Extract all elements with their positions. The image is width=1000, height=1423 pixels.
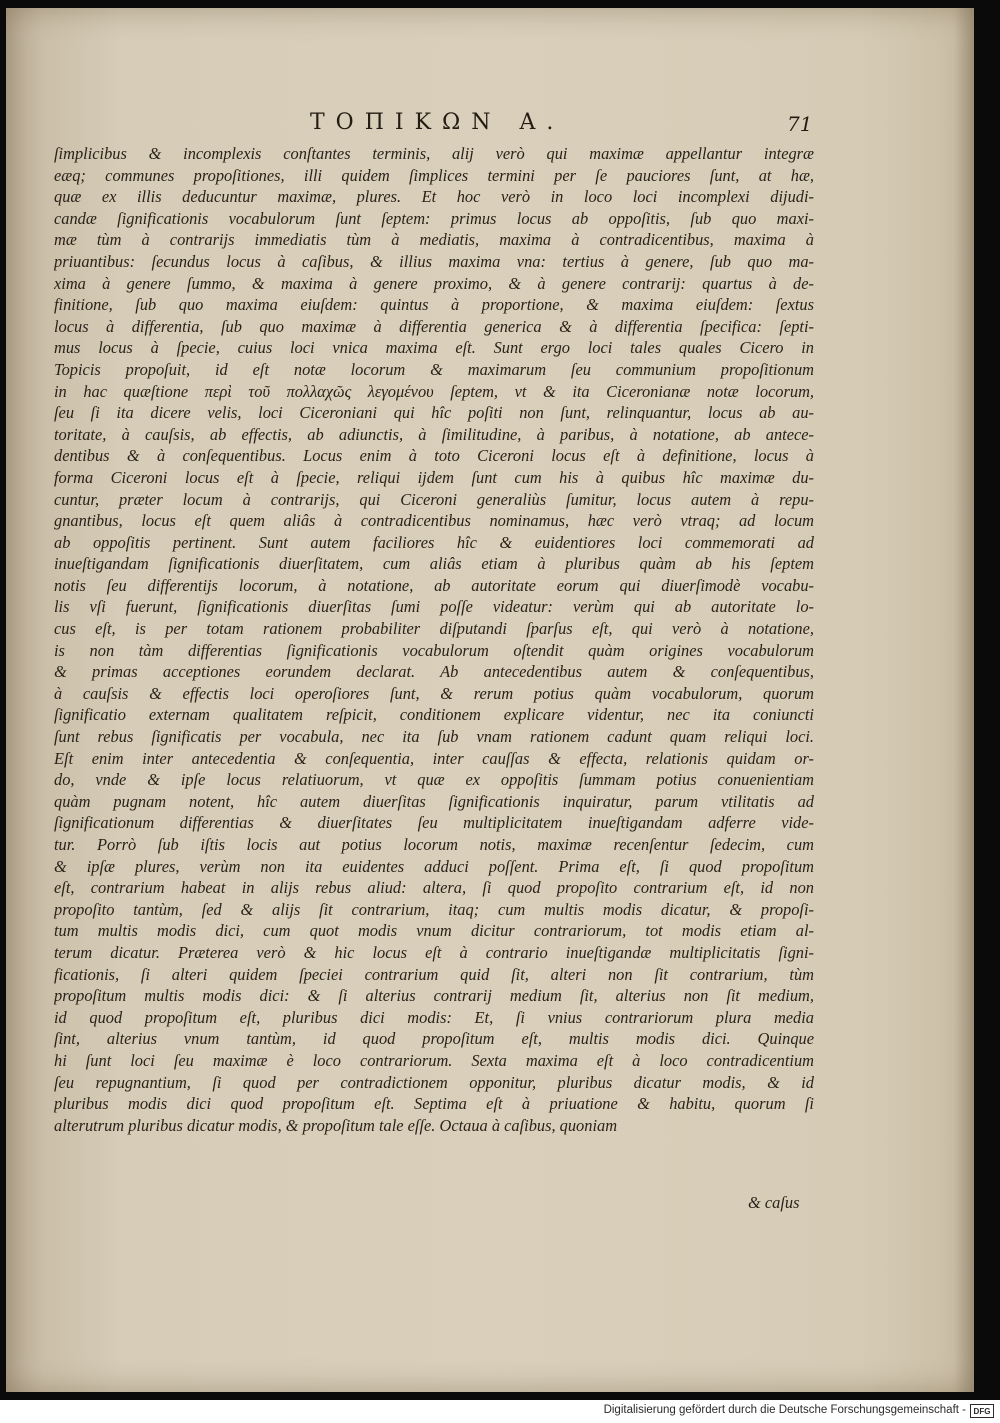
text-line: ab oppoſitis pertinent. Sunt autem faciliores hîc & euidentiores loci commemorati ad	[54, 532, 814, 552]
text-line: & primas acceptiones eorundem declarat. Ab antecedentibus autem & conſequentibus,	[54, 662, 814, 682]
text-line: notis ſeu differentijs locorum, à notatione, ab autoritate eorum qui diuerſimodè vocabu-	[54, 575, 814, 595]
text-line: quæ ex illis deducuntur maximæ, plures. Et hoc verò in loco loci incomplexi dijudi-	[54, 187, 814, 207]
text-line: do, vnde & ipſe locus relatiuorum, vt quæ ex oppoſitis ſummam potius conuenientiam	[54, 770, 814, 790]
text-line: gnantibus, locus eſt quem aliâs à contradicentibus nominamus, hæc verò vtraq; ad locum	[54, 511, 814, 531]
text-line: toritate, à cauſsis, ab effectis, ab adiunctis, à ſimilitudine, à paribus, à notatione, ab antece-	[54, 424, 814, 444]
text-line: mus locus à ſpecie, cuius loci vnica maxima eſt. Sunt ergo loci tales quales Cicero in	[54, 338, 814, 358]
text-line: ſignificatio externam qualitatem reſpicit, conditionem explicare videntur, nec ita coniuncti	[54, 705, 814, 725]
text-line: propoſito tantùm, ſed & alijs ſit contrarium, itaq; cum multis modis dicatur, & propoſi-	[54, 899, 814, 919]
footer-bar	[0, 1400, 1000, 1423]
text-line: à cauſsis & effectis loci operoſiores ſunt, & rerum potius quàm vocabulorum, quorum	[54, 683, 814, 703]
page-edge-shadow	[954, 8, 974, 1392]
text-line: ficationis, ſi alteri quidem ſpeciei contrarium quid ſit, alteri non ſit contrarium, tùm	[54, 964, 814, 984]
text-line: ſeu ſi ita dicere velis, loci Ciceroniani qui hîc poſiti non ſunt, relinquantur, locus ab au-	[54, 403, 814, 423]
text-line: tur. Porrò ſub iſtis locis aut potius locorum notis, maximæ recenſentur ſedecim, cum	[54, 835, 814, 854]
text-line: ſint, alterius vnum tantùm, id quod propoſitum eſt, multis modis dici. Quinque	[54, 1029, 814, 1049]
text-line: hi ſunt loci ſeu maximæ è loco contrariorum. Sexta maxima eſt à loco contradicentium	[54, 1050, 814, 1070]
text-line: Topicis propoſuit, id eſt notæ locorum & maximarum ſeu communium propoſitionum	[54, 359, 814, 379]
text-line: in hac quæſtione περὶ τοῦ πολλαχῶς λεγομένου ſeptem, vt & ita Ciceronianæ notæ locorum,	[54, 381, 814, 401]
text-line: cuntur, præter locum à contrarijs, qui Ciceroni generaliùs ſumitur, locus autem à repu-	[54, 489, 814, 509]
catchword: & caſus	[748, 1193, 800, 1212]
text-line: finitione, ſub quo maxima eiuſdem: quintus à proportione, & maxima eiuſdem: ſextus	[54, 295, 814, 315]
text-line: forma Ciceroni locus eſt à ſpecie, reliqui ijdem ſunt cum his à quibus hîc maximæ du-	[54, 467, 814, 487]
funding-note: Digitalisierung gefördert durch die Deutsche Forschungsgemeinschaft -	[603, 1404, 966, 1416]
text-line: id quod propoſitum eſt, pluribus dici modis: Et, ſi vnius contrariorum plura media	[54, 1007, 814, 1027]
running-head: ΤΟΠΙΚΩΝ Α.	[310, 110, 565, 135]
text-line: ſeu repugnantium, ſi quod per contradictionem opponitur, pluribus dicatur modis, & id	[54, 1072, 814, 1092]
text-line: cus eſt, is per totam rationem probabiliter diſputandi ſparſus eſt, qui verò à notatione,	[54, 619, 814, 639]
text-line: eſt, contrarium habeat in alijs rebus aliud: altera, ſi quod propoſito contrarium eſt, id non	[54, 878, 814, 898]
text-line: ſunt rebus ſignificatis per vocabula, nec ita ſub vnam rationem cadunt quam reliqui loci.	[54, 727, 814, 747]
text-line: quàm pugnam notent, hîc autem diuerſitas ſignificationis inquiratur, parum vtilitatis ad	[54, 791, 814, 811]
text-line: ſimplicibus & incomplexis conſtantes terminis, alij verò qui maximæ appellantur integræ	[54, 144, 814, 163]
text-line: propoſitum multis modis dici: & ſi alterius contrarij medium ſit, alterius non ſit medium,	[54, 986, 814, 1006]
text-line: Eſt enim inter antecedentia & conſequentia, inter cauſſas & effecta, relationis quidam or-	[54, 748, 814, 768]
text-line: terum dicatur. Præterea verò & hic locus eſt à contrario inueſtigandæ multiplicitatis ſigni-	[54, 942, 814, 962]
dfg-logo-icon: DFG	[970, 1404, 994, 1418]
text-line: eæq; communes propoſitiones, illi quidem ſimplices termini per ſe pauciores ſunt, at hæ,	[54, 165, 814, 185]
text-line: locus à differentia, ſub quo maximæ à differentia generica & à differentia ſpecifica: ſepti-	[54, 316, 814, 336]
body-text	[54, 143, 814, 1136]
text-line: mæ tùm à contrarijs immediatis tùm à mediatis, maxima à contradicentibus, maxima à	[54, 230, 814, 250]
text-line: tum multis modis dici, cum quot modis vnum dicitur contrariorum, tot modis etiam al-	[54, 921, 814, 941]
text-line: & ipſæ plures, verùm non ita euidentes adduci poſſent. Prima eſt, ſi quod propoſitum	[54, 856, 814, 876]
text-line: inueſtigandam ſignificationis diuerſitatem, cum aliâs etiam à pluribus quàm ab his ſeptem	[54, 554, 814, 574]
text-line: alterutrum pluribus dicatur modis, & propoſitum tale eſſe. Octaua à caſibus, quoniam	[54, 1115, 618, 1135]
text-line: is non tàm differentias ſignificationis vocabulorum oſtendit quàm origines vocabulorum	[54, 640, 814, 660]
page-number: 71	[787, 112, 813, 136]
text-line: ſignificationum differentias & diuerſitates ſeu multiplicitatem inueſtigandam adferre vide-	[54, 813, 814, 833]
text-line: lis vſi fuerunt, ſignificationis diuerſitas ſumi poſſe videatur: verùm qui ab autoritate lo-	[54, 597, 814, 617]
text-line: xima à genere ſummo, & maxima à genere proximo, & à genere contrarij: quartus à de-	[54, 273, 814, 293]
text-line: priuantibus: ſecundus locus à caſibus, & illius maxima vna: tertius à genere, ſub quo ma-	[54, 251, 814, 271]
text-line: candæ ſignificationis vocabulorum ſunt ſeptem: primus locus ab oppoſitis, ſub quo maxi-	[54, 208, 814, 228]
text-line: pluribus modis dici quod propoſitum eſt. Septima eſt à priuatione & habitu, quorum ſi	[54, 1094, 814, 1114]
text-line: dentibus & à conſequentibus. Locus enim à toto Ciceroni locus eſt à definitione, locus à	[54, 446, 814, 466]
